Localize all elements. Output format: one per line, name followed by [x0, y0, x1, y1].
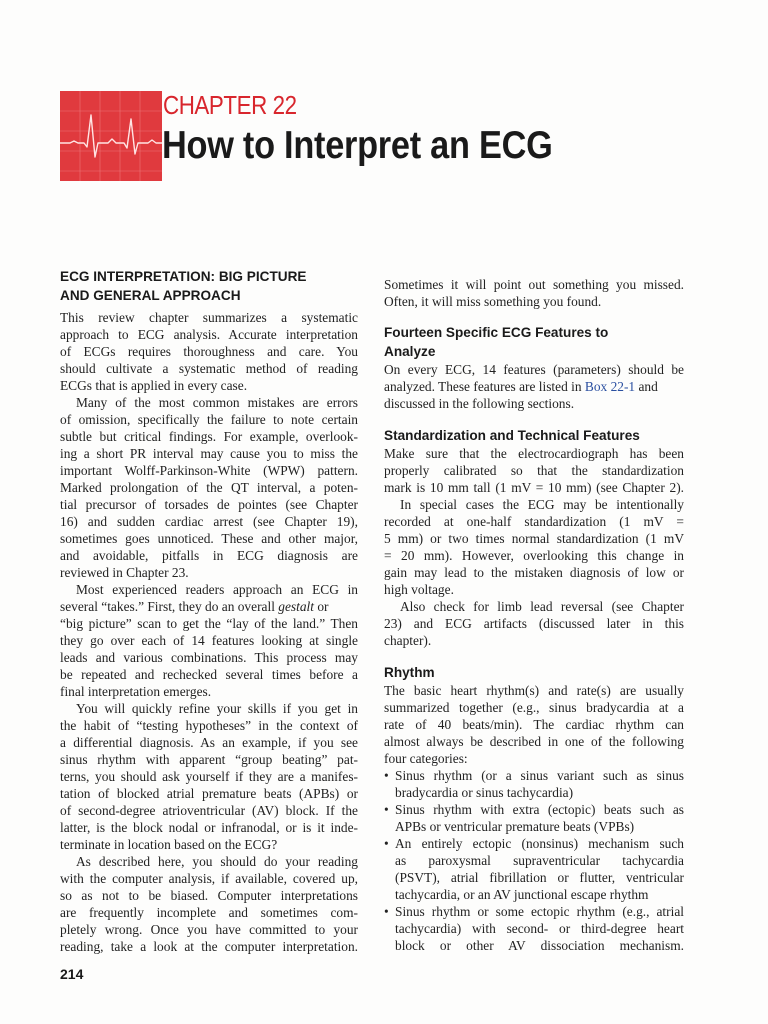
body-text-line: important Wolff-Parkinson-White (WPW) pattern.	[60, 463, 358, 478]
body-text-line: reviewed in Chapter 23.	[60, 565, 189, 580]
body-text-line: a differential diagnosis. As an example, if you see	[60, 735, 358, 750]
ecg-trace-icon	[60, 91, 162, 181]
body-text-line: sinus rhythm with apparent “group beating” pat-	[60, 752, 358, 767]
bullet-continuation: tachycardia, or an AV junctional escape rhythm	[395, 887, 649, 902]
body-text-line: The basic heart rhythm(s) and rate(s) are usually	[384, 683, 684, 698]
bullet-text: Sinus rhythm with extra (ectopic) beats such as	[395, 802, 684, 817]
body-text-line: be repeated and rechecked several times before a	[60, 667, 358, 682]
body-text-line: high voltage.	[384, 582, 454, 597]
body-text-line: ing a short PR interval may cause you to miss the	[60, 446, 358, 461]
bullet-item	[384, 903, 684, 920]
body-text-line: tial precursor of torsades de pointes (see Chapter	[60, 497, 358, 512]
box-22-1-link[interactable]: Box 22-1	[584, 379, 636, 394]
body-text-line: Make sure that the electrocardiograph has been	[384, 446, 684, 461]
body-text-line: with the computer analysis, if available, covered up,	[60, 871, 358, 886]
bullet-text: Sinus rhythm or some ectopic rhythm (e.g., atrial	[395, 904, 684, 919]
body-text-line: summarized together (e.g., sinus bradycardia at a	[384, 700, 684, 715]
bullet-text: An entirely ectopic (nonsinus) mechanism such	[395, 836, 684, 851]
body-text-span: or	[314, 599, 329, 614]
body-text-line: On every ECG, 14 features (parameters) should be	[384, 362, 684, 377]
body-text-line: 5 mm) or two times normal standardization (1 mV	[384, 531, 684, 546]
page-number: 214	[60, 966, 84, 982]
chapter-banner-ecg-graphic	[60, 91, 162, 181]
body-text-line: Marked prolongation of the QT interval, a poten-	[60, 480, 358, 495]
bullet-continuation: as paroxysmal supraventricular tachycardia	[395, 853, 684, 868]
bullet-icon: •	[384, 802, 389, 817]
bullet-continuation: bradycardia or sinus tachycardia)	[395, 785, 574, 800]
body-text-line: discussed in the following sections.	[384, 396, 575, 411]
subheading-rhythm: Rhythm	[384, 665, 435, 680]
bullet-continuation: tachycardia) with second- or third-degree heart	[395, 921, 684, 936]
section-heading-line-1: ECG INTERPRETATION: BIG PICTURE	[60, 269, 307, 284]
body-text-line: almost always be described in one of the following	[384, 734, 684, 749]
bullet-continuation: block or other AV dissociation mechanism.	[395, 938, 684, 953]
subheading-standardization: Standardization and Technical Features	[384, 428, 640, 443]
body-text-line: subtle but critical findings. For example, overlook-	[60, 429, 358, 444]
body-text-line: of second-degree atrioventricular (AV) block. If the	[60, 803, 358, 818]
body-text-line: of omission, specifically the failure to note certain	[60, 412, 358, 427]
body-text-line: You will quickly refine your skills if you get in	[76, 701, 358, 716]
body-text-line: terns, you should ask yourself if they are a manifes-	[60, 769, 358, 784]
body-text-line: Most experienced readers approach an ECG in	[76, 582, 358, 597]
body-text-line: rate of 40 beats/min). The cardiac rhythm can	[384, 717, 684, 732]
body-text-line-gestalt	[60, 598, 358, 615]
bullet-item	[384, 801, 684, 818]
body-text-line: final interpretation emerges.	[60, 684, 212, 699]
body-text-line: the habit of “testing hypotheses” in the context of	[60, 718, 358, 733]
body-text-line: = 20 mm). However, overlooking this change in	[384, 548, 684, 563]
body-text-span: analyzed. These features are listed in	[384, 379, 585, 394]
body-text-line: ECGs that is applied in every case.	[60, 378, 248, 393]
body-text-line: recorded at one-half standardization (1 mV =	[384, 514, 684, 529]
body-text-line: should cultivate a systematic method of reading	[60, 361, 358, 376]
body-text-line: are frequently incomplete and sometimes com-	[60, 905, 358, 920]
body-text-span: and	[635, 379, 658, 394]
body-text-span: several “takes.” First, they do an overall	[60, 599, 275, 614]
bullet-continuation: (PSVT), atrial fibrillation or flutter, ventricular	[395, 870, 684, 885]
body-text-line: tation of blocked atrial premature beats (APBs) or	[60, 786, 358, 801]
chapter-number-label: CHAPTER 22	[163, 90, 297, 120]
body-text-line: of ECGs requires thoroughness and care. You	[60, 344, 358, 359]
body-text-line: leads and various combinations. This process may	[60, 650, 358, 665]
bullet-icon: •	[384, 904, 389, 919]
section-heading-line-2: AND GENERAL APPROACH	[60, 288, 241, 303]
body-text-line: mark is 10 mm tall (1 mV = 10 mm) (see Chapter 2).	[384, 480, 684, 495]
body-text-line: Sometimes it will point out something you missed.	[384, 277, 684, 292]
body-text-line: latter, is the block nodal or infranodal, or is it inde-	[60, 820, 358, 835]
bullet-item	[384, 835, 684, 852]
body-text-line: terminate in location based on the ECG?	[60, 837, 278, 852]
body-text-line: four categories:	[384, 751, 468, 766]
body-text-line: reading, take a look at the computer interpretation.	[60, 939, 358, 954]
body-text-line: Also check for limb lead reversal (see Chapter	[400, 599, 684, 614]
chapter-title: How to Interpret an ECG	[162, 124, 553, 167]
subheading-fourteen-features-line-1: Fourteen Specific ECG Features to	[384, 325, 609, 340]
body-text-line: and avoidable, pitfalls in ECG diagnosis are	[60, 548, 358, 563]
body-text-line: properly calibrated so that the standardization	[384, 463, 684, 478]
body-text-line-box-ref	[384, 378, 684, 395]
body-text-line: Often, it will miss something you found.	[384, 294, 602, 309]
body-text-line: so as not to be biased. Computer interpretations	[60, 888, 358, 903]
body-text-line: sometimes goes unnoticed. These and other major,	[60, 531, 358, 546]
bullet-item	[384, 767, 684, 784]
body-text-line: This review chapter summarizes a systematic	[60, 310, 358, 325]
bullet-icon: •	[384, 768, 389, 783]
gestalt-italic-word: gestalt	[278, 599, 314, 614]
body-text-line: 16) and sudden cardiac arrest (see Chapter 19),	[60, 514, 358, 529]
body-text-line: pletely wrong. Once you have committed to your	[60, 922, 358, 937]
body-text-line: In special cases the ECG may be intentionally	[400, 497, 684, 512]
body-text-line: 23) and ECG artifacts (discussed later in this	[384, 616, 684, 631]
body-text-line: they go over each of 14 features looking at single	[60, 633, 358, 648]
body-text-line: gain may lead to the mistaken diagnosis of low or	[384, 565, 684, 580]
body-text-line: “big picture” scan to get the “lay of the land.” Then	[60, 616, 358, 631]
body-text-line: Many of the most common mistakes are errors	[76, 395, 358, 410]
subheading-fourteen-features-line-2: Analyze	[384, 344, 436, 359]
bullet-icon: •	[384, 836, 389, 851]
bullet-text: Sinus rhythm (or a sinus variant such as sinus	[395, 768, 684, 783]
bullet-continuation: APBs or ventricular premature beats (VPBs)	[395, 819, 635, 834]
body-text-line: approach to ECG analysis. Accurate interpretation	[60, 327, 358, 342]
body-text-line: chapter).	[384, 633, 432, 648]
body-text-line: As described here, you should do your reading	[76, 854, 358, 869]
